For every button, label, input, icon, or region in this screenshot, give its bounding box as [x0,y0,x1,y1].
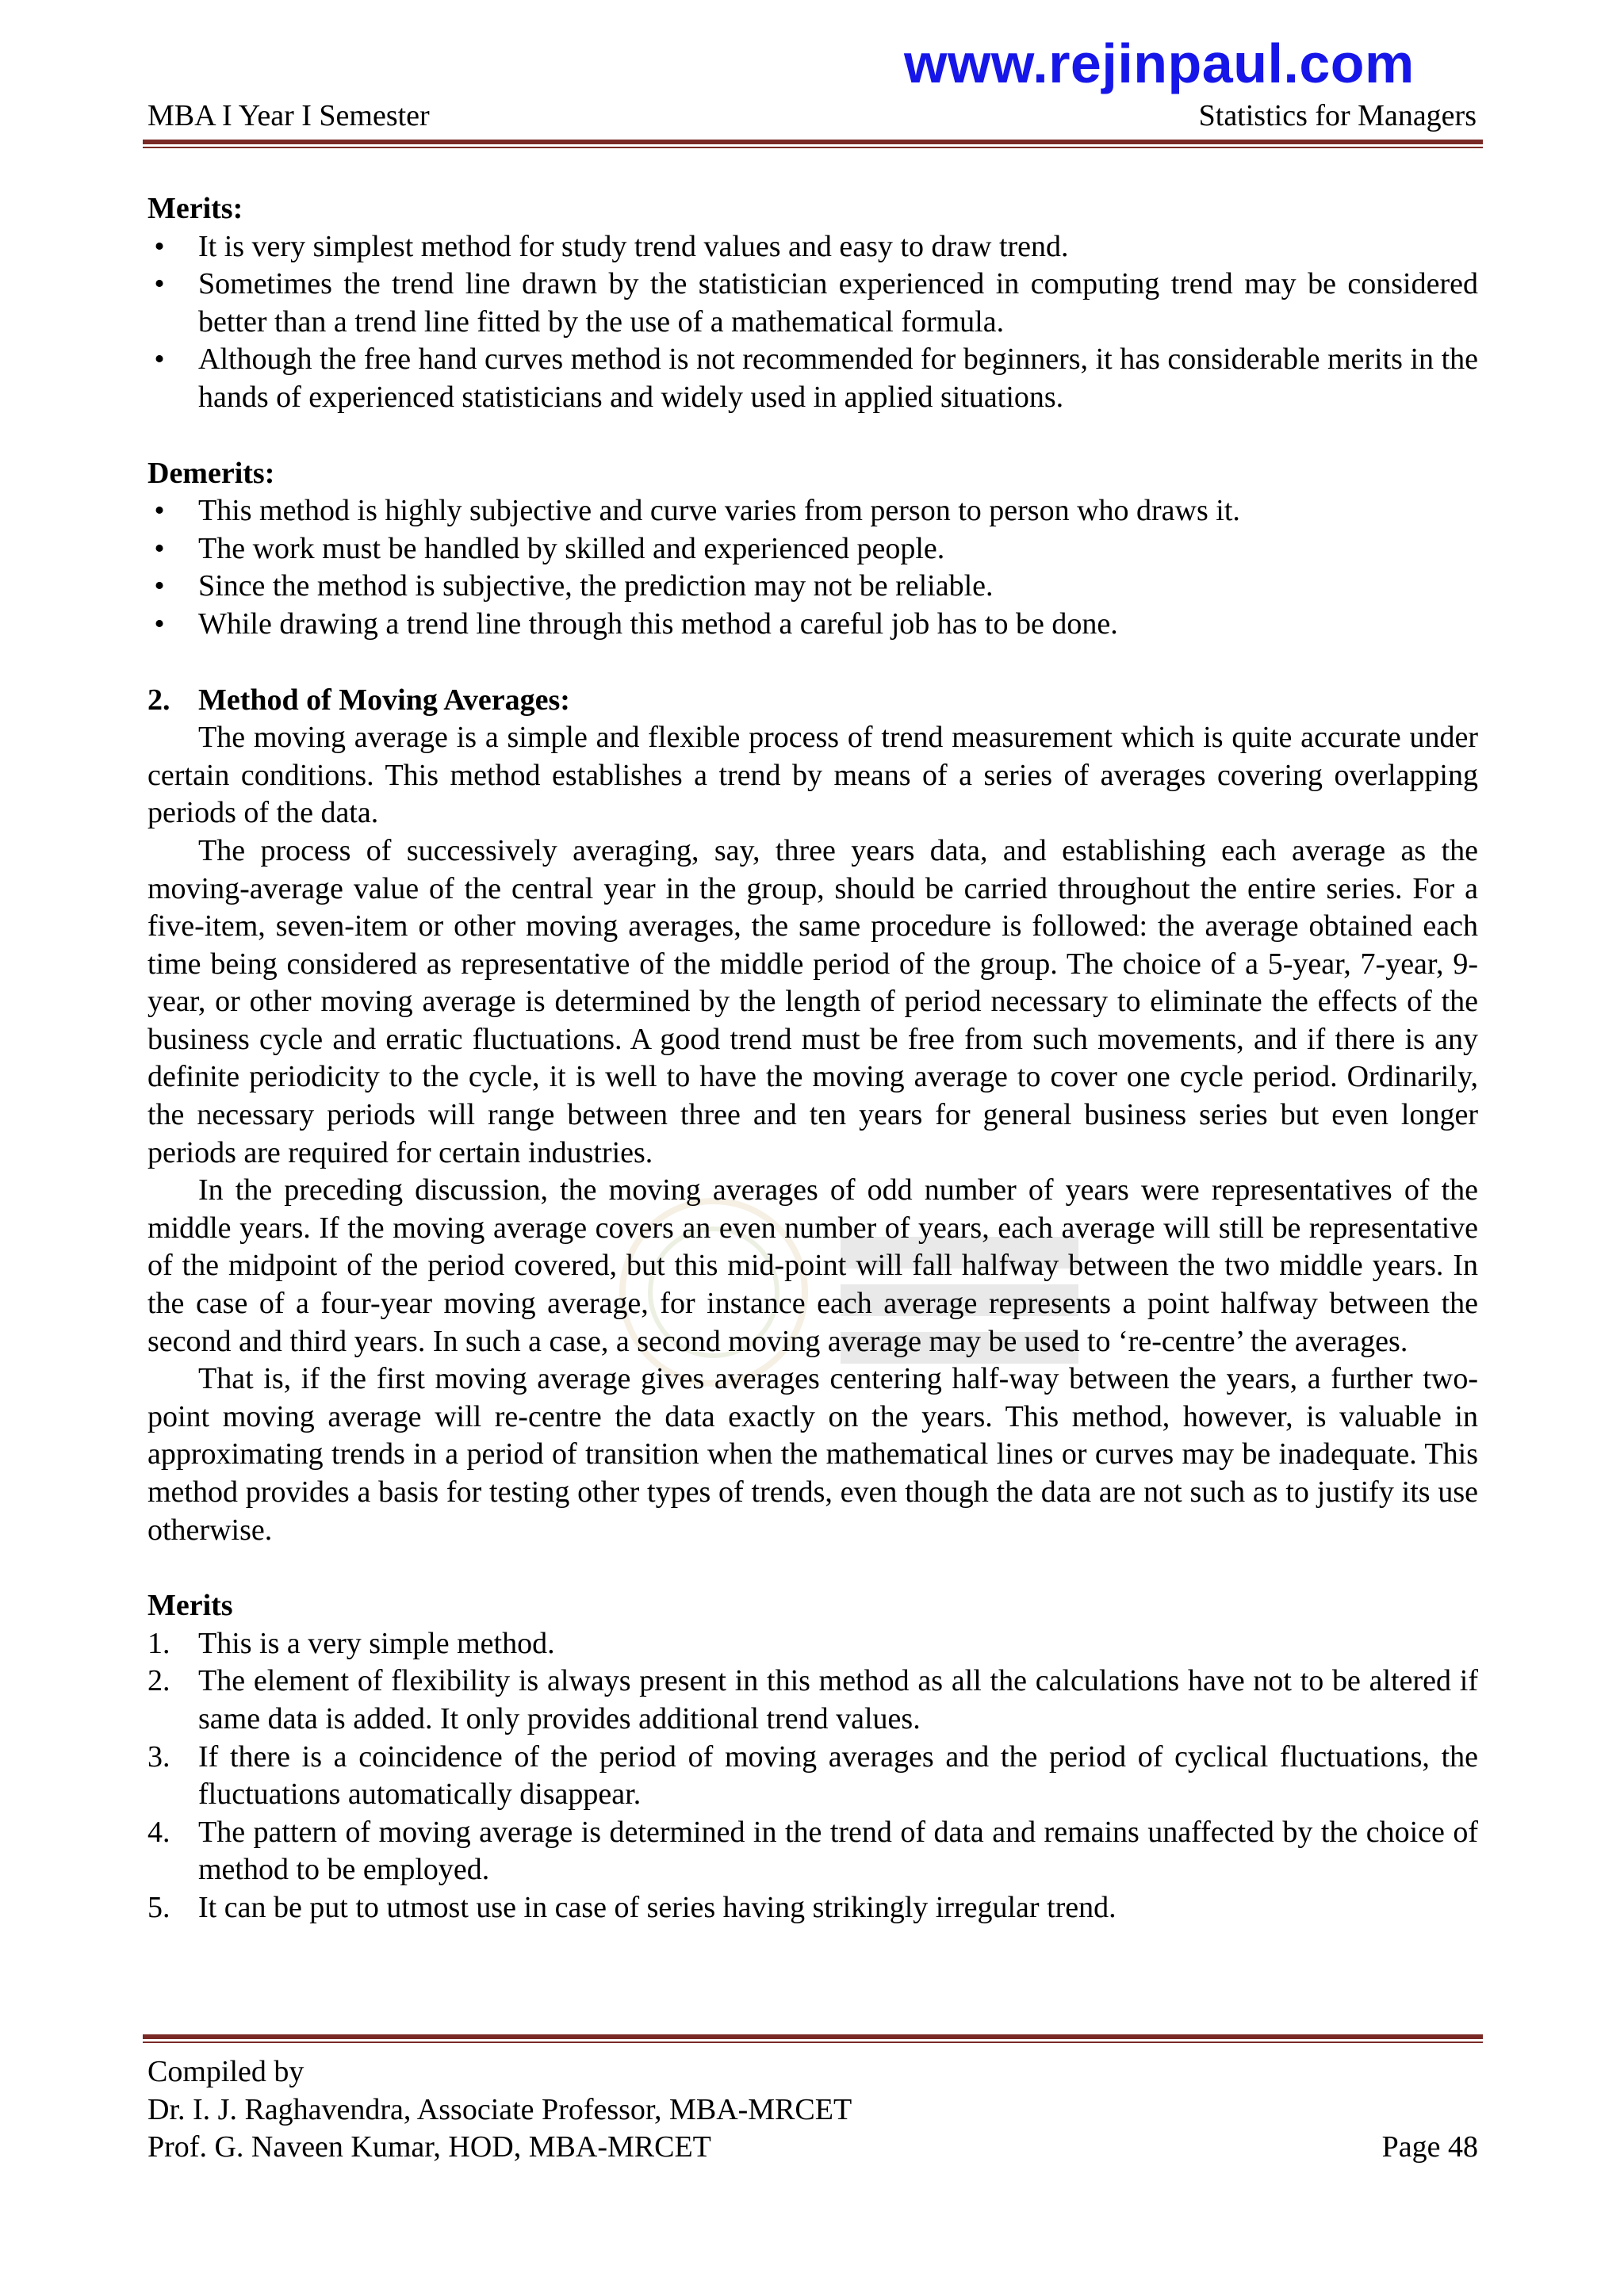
bullet-icon: • [154,569,165,603]
merits2-heading: Merits [147,1589,233,1623]
bullet-icon: • [154,494,165,528]
header-rule [143,140,1483,148]
merits2-list [147,1625,1478,1927]
list-item: 4. The pattern of moving average is determined in the trend of data and remains unaffected by the choice of method to be employed. [147,1815,1478,1887]
merits-list [147,228,1478,417]
list-item: 1. This is a very simple method. [147,1626,555,1660]
list-item: • While drawing a trend line through this method a careful job has to be done. [147,606,1478,644]
demerits-list [147,492,1478,643]
bullet-icon: • [154,229,165,263]
footer-author-1: Dr. I. J. Raghavendra, Associate Professor, MBA-MRCET [147,2092,852,2126]
list-item: • Since the method is subjective, the prediction may not be reliable. [147,568,1478,606]
paragraph: The moving average is a simple and flexible process of trend measurement which is quite accurate under certain conditions. This method establishes a trend by means of a series of averages covering overlapping periods of the data. [147,721,1478,830]
page-body [147,190,1478,1927]
list-item: 3. If there is a coincidence of the period of moving averages and the period of cyclical fluctuations, the fluctuations automatically disappear. [147,1739,1478,1812]
header-subject: Statistics for Managers [1198,99,1477,132]
bullet-icon: • [154,531,165,565]
list-item: • Sometimes the trend line drawn by the statistician experienced in computing trend may be considered better than a trend line fitted by the use of a mathematical formula. [147,266,1478,341]
list-item: • This method is highly subjective and curve varies from person to person who draws it. [147,492,1478,530]
header-course: MBA I Year I Semester [147,99,430,132]
bullet-icon: • [154,342,165,377]
footer-rule [143,2034,1483,2043]
page-footer [147,2053,1478,2167]
footer-author-2: Prof. G. Naveen Kumar, HOD, MBA-MRCET [147,2130,711,2164]
page-number: Page 48 [1381,2130,1478,2164]
list-item: 5. It can be put to utmost use in case of series having strikingly irregular trend. [147,1890,1116,1924]
paragraph: That is, if the first moving average gives averages centering half-way between the years, a further two-point moving average will re-centre the data exactly on the years. This method, however, is valuable in approximating trends in a period of transition when the mathematical lines or curves may be inadequate. This method provides a basis for testing other types of trends, even though the data are not such as to justify its use otherwise. [147,1362,1478,1547]
site-watermark-url: www.rejinpaul.com [904,33,1415,94]
paragraph: The process of successively averaging, say, three years data, and establishing each average as the moving-average value of the central year in the group, should be carried throughout the entire series. For a five-item, seven-item or other moving averages, the same procedure is followed: the average obtained each time being considered as representative of the middle period of the group. The choice of a 5-year, 7-year, 9-year, or other moving average is determined by the length of period necessary to eliminate the effects of the business cycle and erratic fluctuations. A good trend must be free from such movements, and if there is any definite periodicity to the cycle, it is well to have the moving average to cover one cycle period. Ordinarily, the necessary periods will range between three and ten years for general business series but even longer periods are required for certain industries. [147,833,1478,1169]
list-item: • It is very simplest method for study trend values and easy to draw trend. [147,228,1478,266]
demerits-heading: Demerits: [147,456,275,490]
list-item: • The work must be handled by skilled and experienced people. [147,530,1478,568]
list-item: 2. The element of flexibility is always present in this method as all the calculations have not to be altered if same data is added. It only provides additional trend values. [147,1664,1478,1735]
bullet-icon: • [154,607,165,641]
merits-heading: Merits: [147,192,243,225]
paragraph: In the preceding discussion, the moving averages of odd number of years were representatives of the middle years. If the moving average covers an even number of years, each average will still be representative of the midpoint of the period covered, but this mid-point will fall halfway between the two middle years. In the case of a four-year moving average, for instance each average represents a point halfway between the second and third years. In such a case, a second moving average may be used to ‘re-centre’ the averages. [147,1173,1478,1358]
moving-averages-heading: 2. Method of Moving Averages: [147,683,570,717]
footer-compiled-by: Compiled by [147,2055,304,2088]
list-item: • Although the free hand curves method is not recommended for beginners, it has considerable merits in the hands of experienced statisticians and widely used in applied situations. [147,341,1478,416]
bullet-icon: • [154,267,165,301]
